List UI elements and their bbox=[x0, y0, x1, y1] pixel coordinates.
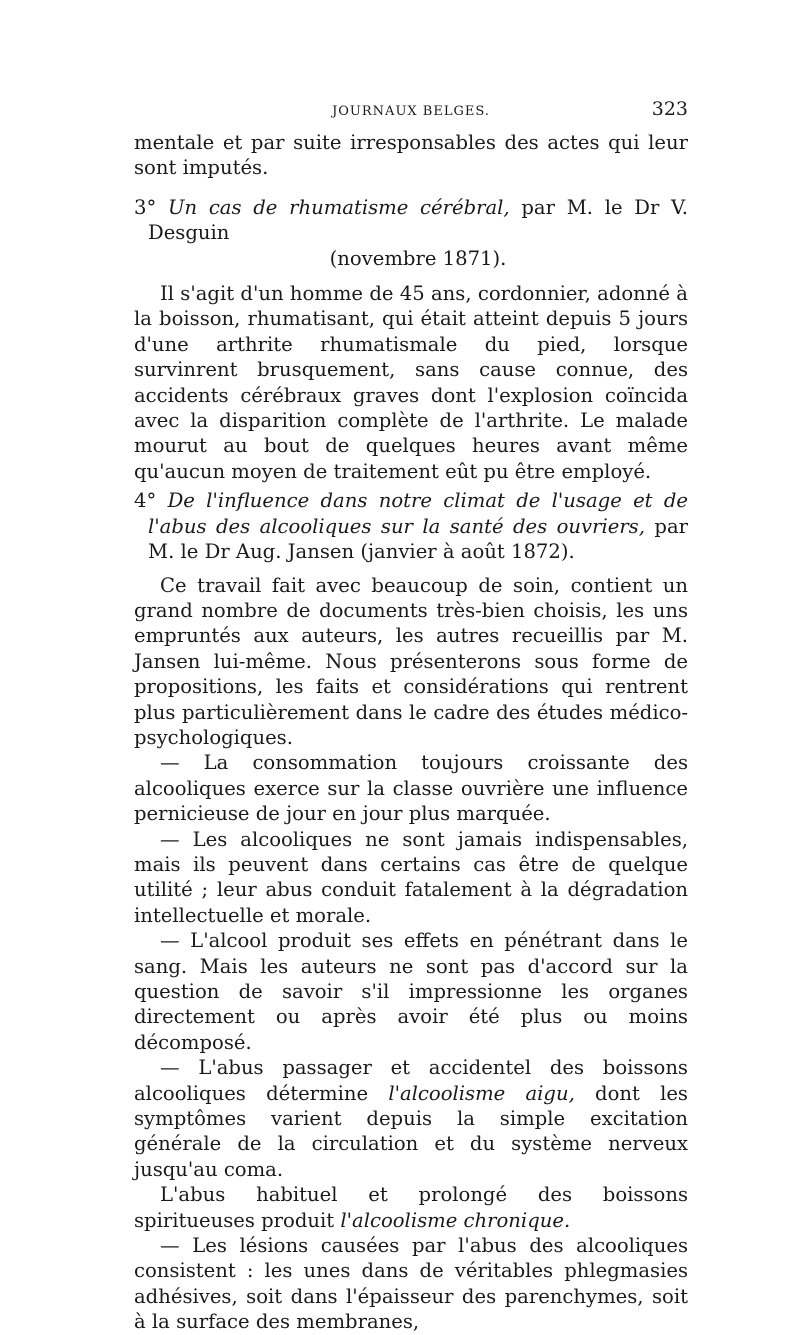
paragraph-continuation: mentale et par suite irresponsables des actes qui leur sont imputés. bbox=[134, 131, 688, 180]
italic-term: l'alcoolisme chronique. bbox=[340, 1208, 571, 1232]
text-run: dont les symptômes varient depuis la simple excitation générale de la circulation et du système nerveux jusqu'au coma. bbox=[134, 1081, 688, 1181]
section-date: (novembre 1871). bbox=[329, 246, 507, 270]
text-run: — L'abus passager et accidentel des boissons alcooliques détermine bbox=[134, 1056, 688, 1105]
section-number: 4° bbox=[134, 489, 157, 513]
section-title: De l'influence dans notre climat de l'usage et de l'abus des alcooliques sur la santé des ouvriers, bbox=[148, 489, 689, 538]
page-number: 323 bbox=[651, 98, 688, 120]
paragraph bbox=[134, 1182, 688, 1233]
body-text bbox=[134, 130, 688, 1335]
italic-term: l'alcoolisme aigu, bbox=[388, 1081, 575, 1105]
paragraph: — Les alcooliques ne sont jamais indispensables, mais ils peuvent dans certains cas être de quelque utilité ; leur abus conduit fatalement à la dégradation intellectuelle et morale. bbox=[134, 827, 688, 927]
section-heading-3 bbox=[134, 195, 688, 271]
running-head bbox=[134, 100, 688, 130]
text-run: L'abus habituel et prolongé des boissons spiritueuses produit bbox=[134, 1183, 688, 1232]
paragraph: — La consommation toujours croissante des alcooliques exerce sur la classe ouvrière une influence pernicieuse de jour en jour plus marquée. bbox=[134, 751, 688, 826]
paragraph: — Les lésions causées par l'abus des alcooliques consistent : les unes dans de véritables phlegmasies adhésives, soit dans l'épaisseur des parenchymes, soit à la surface des membranes, bbox=[134, 1234, 688, 1334]
running-title: JOURNAUX BELGES. bbox=[332, 104, 490, 119]
section-number: 3° bbox=[134, 195, 157, 219]
paragraph: Ce travail fait avec beaucoup de soin, contient un grand nombre de documents très-bien choisis, les uns empruntés aux auteurs, les autres recueillis par M. Jansen lui-même. Nous présenterons sous forme de propositions, les faits et considérations qui rentrent plus particulièrement dans le cadre des études médico-psychologiques. bbox=[134, 573, 688, 749]
paragraph bbox=[134, 1055, 688, 1182]
section-author: par M. le Dr Aug. Jansen (janvier à août 1872). bbox=[148, 514, 689, 564]
paragraph: Il s'agit d'un homme de 45 ans, cordonnier, adonné à la boisson, rhumatisant, qui était atteint depuis 5 jours d'une arthrite rhumatismale du pied, lorsque survinrent brusquement, sans cause connue, des accidents cérébraux graves dont l'explosion coïncida avec la disparition complète de l'arthrite. Le malade mourut au bout de quelques heures avant même qu'aucun moyen de traitement eût pu être employé. bbox=[134, 282, 688, 483]
paragraph: — L'alcool produit ses effets en pénétrant dans le sang. Mais les auteurs ne sont pas d'accord sur la question de savoir s'il impressionne les organes directement ou après avoir été plus ou moins décomposé. bbox=[134, 929, 688, 1054]
section-heading-4 bbox=[134, 488, 688, 564]
section-author: par M. le Dr V. Desguin bbox=[148, 195, 689, 245]
section-title: Un cas de rhumatisme cérébral, bbox=[167, 195, 510, 219]
